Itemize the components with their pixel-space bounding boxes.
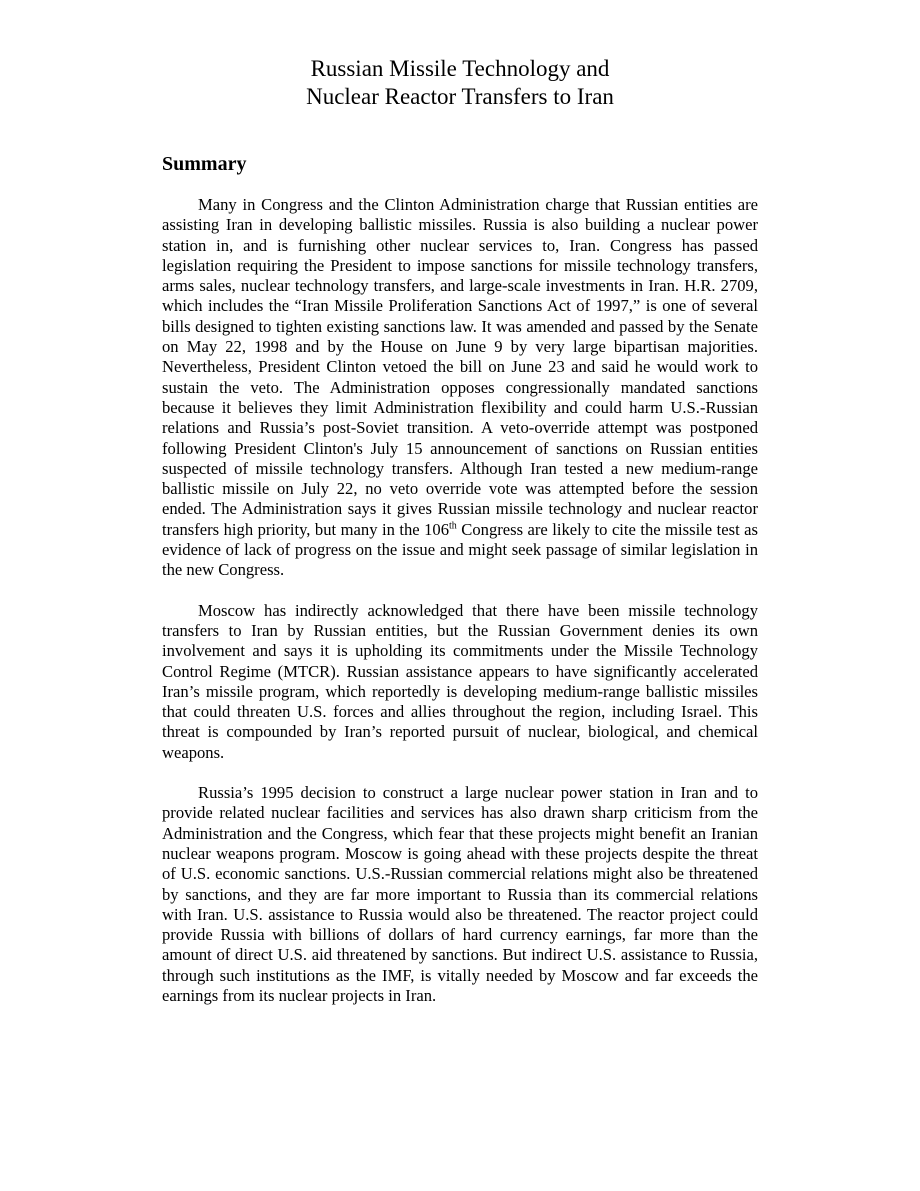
title-line-1: Russian Missile Technology and	[310, 56, 610, 81]
paragraph-2: Moscow has indirectly acknowledged that there have been missile technology transfers to Iran by Russian entities, but the Russian Government denies its own involvement and says it is upholding its commitments under the Missile Technology Control Regime (MTCR). Russian assistance appears to have significantly accelerated Iran’s missile program, which reportedly is developing medium-range ballistic missiles that could threaten U.S. forces and allies throughout the region, including Israel. This threat is compounded by Iran’s reported pursuit of nuclear, biological, and chemical weapons.	[162, 600, 758, 762]
paragraph-3: Russia’s 1995 decision to construct a large nuclear power station in Iran and to provide related nuclear facilities and services has also drawn sharp criticism from the Administration and the Congress, which fear that these projects might benefit an Iranian nuclear weapons program. Moscow is going ahead with these projects despite the threat of U.S. economic sanctions. U.S.-Russian commercial relations might also be threatened by sanctions, and they are far more important to Russia than its commercial relations with Iran. U.S. assistance to Russia would also be threatened. The reactor project could provide Russia with billions of dollars of hard currency earnings, far more than the amount of direct U.S. aid threatened by sanctions. But indirect U.S. assistance to Russia, through such institutions as the IMF, is vitally needed by Moscow and far exceeds the earnings from its nuclear projects in Iran.	[162, 783, 758, 1005]
summary-heading: Summary	[162, 153, 247, 175]
title-line-2: Nuclear Reactor Transfers to Iran	[306, 84, 614, 109]
paragraph-1	[162, 195, 758, 581]
paragraph-1-text-b: Congress are likely to cite the missile test as evidence of lack of progress on the issue and might seek passage of similar legislation in the new Congress.	[162, 519, 758, 580]
document-title	[0, 55, 920, 111]
paragraph-1-text-a: Many in Congress and the Clinton Administration charge that Russian entities are assisting Iran in developing ballistic missiles. Russia is also building a nuclear power station in, and is furnishing other nuclear services to, Iran. Congress has passed legislation requiring the President to impose sanctions for missile technology transfers, arms sales, nuclear technology transfers, and large-scale investments in Iran. H.R. 2709, which includes the “Iran Missile Proliferation Sanctions Act of 1997,” is one of several bills designed to tighten existing sanctions law. It was amended and passed by the Senate on May 22, 1998 and by the House on June 9 by very large bipartisan majorities. Nevertheless, President Clinton vetoed the bill on June 23 and said he would work to sustain the veto. The Administration opposes congressionally mandated sanctions because it believes they limit Administration flexibility and could harm U.S.-Russian relations and Russia’s post-Soviet transition. A veto-override attempt was postponed following President Clinton's July 15 announcement of sanctions on Russian entities suspected of missile technology transfers. Although Iran tested a new medium-range ballistic missile on July 22, no veto override vote was attempted before the session ended. The Administration says it gives Russian missile technology and nuclear reactor transfers high priority, but many in the 106	[162, 195, 758, 539]
summary-body	[162, 195, 758, 1026]
ordinal-suffix: th	[449, 520, 457, 532]
